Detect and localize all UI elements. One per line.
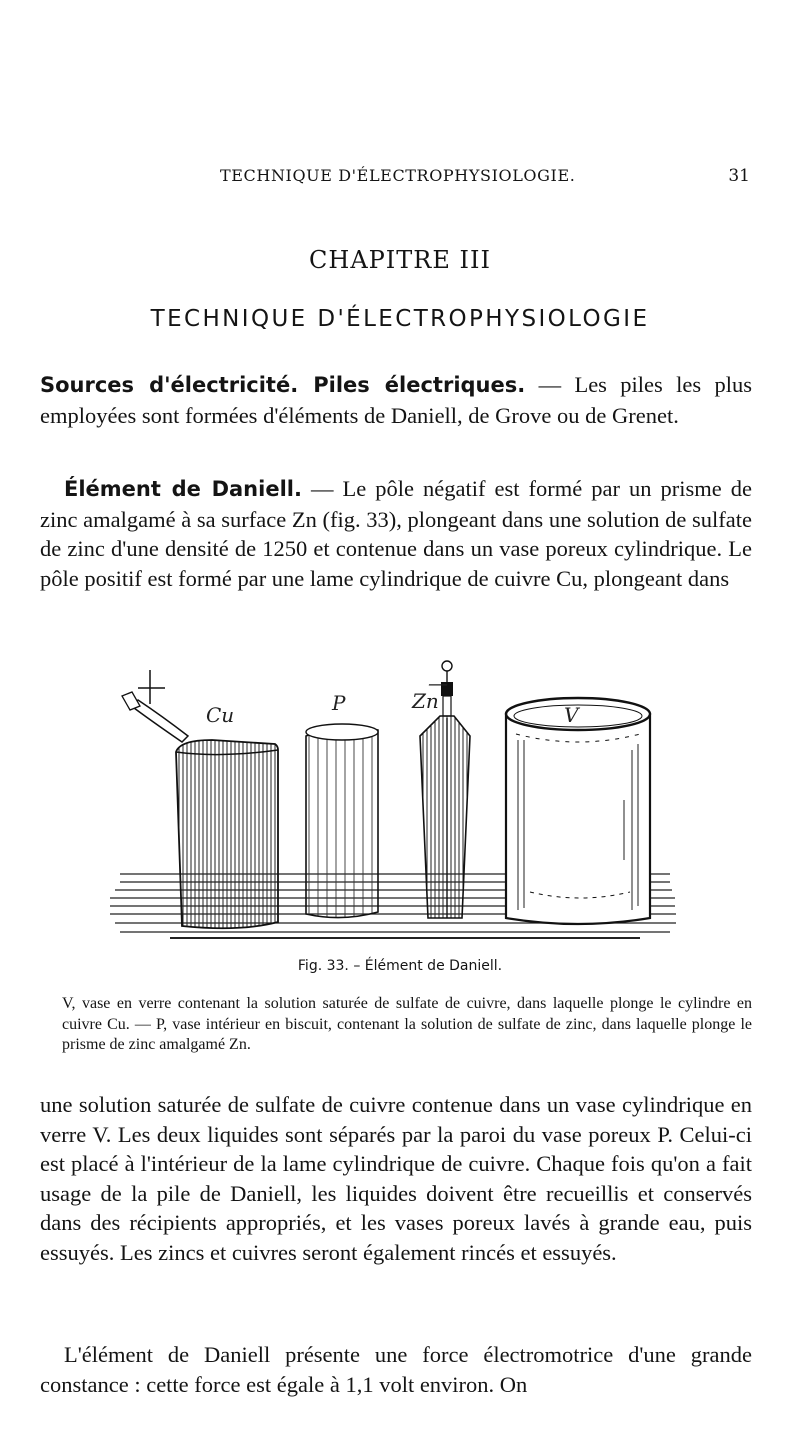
figure-legend: V, vase en verre contenant la solution saturée de sulfate de cuivre, dans laquelle plonge le cylindre en cuivre Cu. — P, vase intérieur en biscuit, contenant la solution de sulfate de zinc, dans laquelle plonge le prisme de zinc amalgamé Zn. [62, 995, 752, 1053]
page-number: 31 [728, 166, 750, 186]
label-cu: Cu [206, 703, 235, 727]
plus-terminal [138, 670, 165, 704]
glass-vase [506, 698, 650, 924]
label-p: P [332, 691, 346, 715]
chapter-number: CHAPITRE III [309, 246, 491, 274]
copper-cylinder [122, 692, 278, 928]
paragraph-lead: Élément de Daniell. [64, 477, 302, 501]
figure-caption: Fig. 33. – Élément de Daniell. [297, 958, 503, 974]
label-v: V [564, 703, 579, 727]
paragraph-continuation: une solution saturée de sulfate de cuivre contenue dans un vase cylindrique en verre V. Les deux liquides sont séparés par la paroi du vase poreux P. Celui-ci est placé à l'intérieur de la lame cylindrique de cuivre. Chaque fois qu'on a fait usage de la pile de Daniell, les liquides doivent être recueillis et conservés dans des récipients appropriés, et les vases poreux lavés à grande eau, puis essuyés. Les zincs et cuivres seront également rincés et essuyés. [40, 1092, 752, 1265]
porous-vase [306, 724, 378, 918]
figure-daniell-cell [110, 660, 680, 950]
label-minus: — [428, 671, 448, 695]
running-head [0, 166, 800, 190]
paragraph-lead: Sources d'électricité. Piles électriques. [40, 373, 526, 397]
figure-illustration [110, 660, 680, 950]
running-title: TECHNIQUE D'ÉLECTROPHYSIOLOGIE. [220, 166, 576, 185]
paragraph-text: — Le pôle négatif est formé par un prisme de zinc amalgamé à sa surface Zn (fig. 33), plongeant dans une solution de sulfate de zinc d'une densité de 1250 et contenue dans un vase poreux cylindrique. Le pôle positif est formé par une lame cylindrique de cuivre Cu, plongeant dans [40, 476, 752, 591]
paragraph-sources [40, 370, 752, 430]
chapter-title: TECHNIQUE D'ÉLECTROPHYSIOLOGIE [150, 306, 650, 332]
label-zn: Zn [412, 689, 439, 713]
paragraph-daniell [40, 474, 752, 593]
paragraph-text: — Les piles les plus employées sont formées d'éléments de Daniell, de Grove ou de Grenet. [40, 372, 753, 428]
paragraph-force: L'élément de Daniell présente une force électromotrice d'une grande constance : cette force est égale à 1,1 volt environ. On [40, 1342, 752, 1397]
